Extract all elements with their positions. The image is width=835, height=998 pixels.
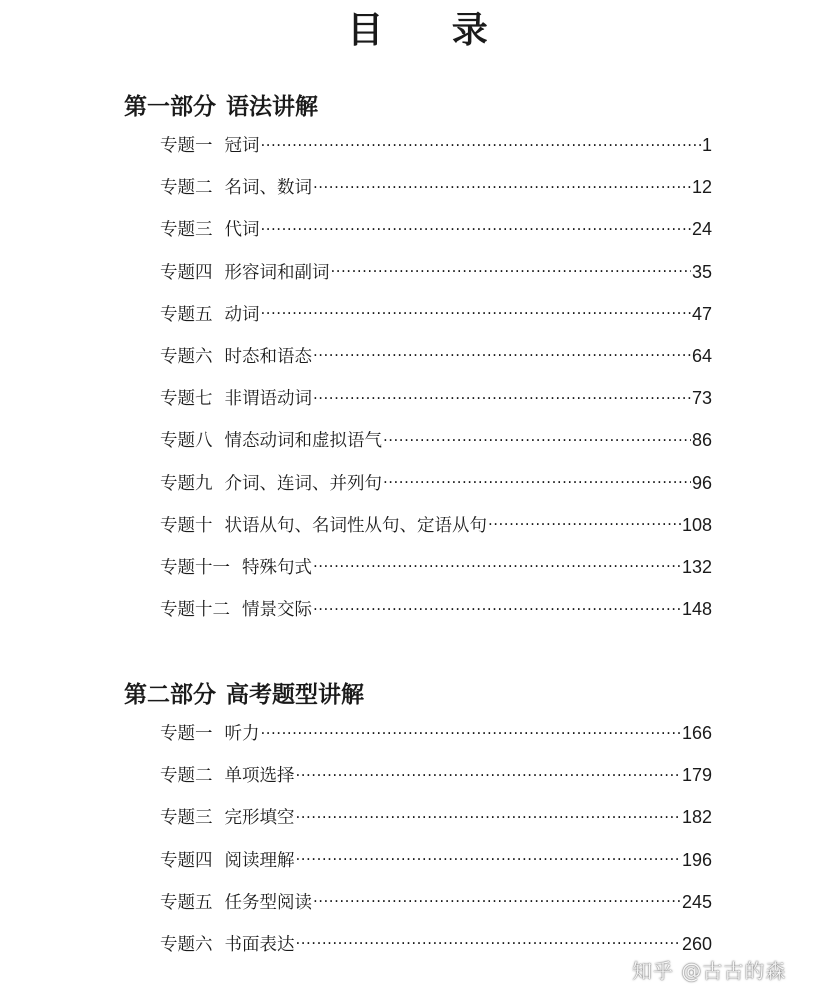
toc-entry-number: 专题五 — [160, 892, 213, 913]
toc-entry-title: 阅读理解 — [224, 850, 295, 871]
toc-entry-title: 代词 — [224, 220, 260, 241]
toc-entry[interactable] — [160, 257, 712, 299]
toc-entry-page: 132 — [681, 556, 712, 577]
toc-entry-number: 专题二 — [160, 766, 213, 787]
toc-entry-page: 108 — [681, 514, 712, 535]
toc-entry-number: 专题十一 — [160, 557, 230, 578]
dot-leader — [261, 214, 691, 235]
toc-entry-title: 介词、连词、并列句 — [224, 473, 382, 494]
toc-entry[interactable] — [160, 468, 712, 510]
toc-entry-title: 单项选择 — [224, 766, 295, 787]
dot-leader — [261, 718, 681, 739]
toc-entry-number: 专题五 — [160, 304, 213, 325]
dot-leader — [383, 468, 691, 489]
toc-entry-number: 专题六 — [160, 346, 213, 367]
part-title: 高考题型讲解 — [226, 682, 364, 708]
toc-entry-number: 专题三 — [160, 808, 213, 829]
dot-leader — [313, 341, 691, 362]
toc-entry-title: 时态和语态 — [224, 346, 312, 367]
dot-leader — [488, 510, 681, 531]
toc-entry-number: 专题八 — [160, 431, 213, 452]
toc-list-part-2 — [160, 718, 712, 971]
toc-entry-number: 专题四 — [160, 262, 213, 283]
dot-leader — [296, 929, 681, 950]
toc-entry-number: 专题四 — [160, 850, 213, 871]
toc-entry-number: 专题十二 — [160, 600, 230, 621]
toc-entry[interactable] — [160, 760, 712, 802]
toc-entry-number: 专题一 — [160, 724, 213, 744]
toc-entry[interactable] — [160, 130, 712, 172]
part-number: 第二部分 — [124, 682, 216, 708]
dot-leader — [296, 845, 681, 866]
toc-entry-number: 专题一 — [160, 136, 213, 156]
toc-entry[interactable] — [160, 383, 712, 425]
toc-list-part-1 — [160, 130, 712, 636]
toc-entry[interactable] — [160, 299, 712, 341]
dot-leader — [313, 552, 681, 573]
part-heading-1 — [124, 91, 318, 123]
toc-entry-title: 完形填空 — [224, 808, 295, 829]
toc-entry-title: 非谓语动词 — [224, 389, 312, 410]
toc-entry[interactable] — [160, 510, 712, 552]
toc-entry-page: 73 — [691, 388, 712, 409]
dot-leader — [313, 594, 681, 615]
toc-entry-title: 任务型阅读 — [224, 892, 312, 913]
part-heading-2 — [124, 679, 364, 711]
dot-leader — [383, 425, 691, 446]
toc-entry-number: 专题三 — [160, 220, 213, 241]
dot-leader — [296, 802, 681, 823]
toc-entry[interactable] — [160, 845, 712, 887]
toc-entry-page: 96 — [691, 472, 712, 493]
dot-leader — [313, 383, 691, 404]
toc-entry[interactable] — [160, 341, 712, 383]
dot-leader — [313, 887, 681, 908]
toc-entry-page: 12 — [691, 177, 712, 198]
dot-leader — [261, 130, 701, 151]
dot-leader — [331, 257, 691, 278]
toc-entry-title: 特殊句式 — [242, 557, 312, 578]
watermark: 知乎 @古古的森 — [632, 959, 787, 983]
toc-entry-page: 86 — [691, 430, 712, 451]
toc-entry-title: 情景交际 — [242, 600, 312, 621]
toc-entry[interactable] — [160, 552, 712, 594]
toc-entry-title: 冠词 — [224, 136, 260, 156]
toc-entry-number: 专题六 — [160, 934, 213, 955]
toc-entry-page: 35 — [691, 261, 712, 282]
toc-entry-title: 动词 — [224, 304, 260, 325]
toc-entry-page: 166 — [681, 723, 712, 743]
dot-leader — [261, 299, 691, 320]
toc-entry-page: 148 — [681, 599, 712, 620]
part-number: 第一部分 — [124, 94, 216, 120]
toc-entry-page: 1 — [701, 135, 712, 155]
toc-entry-page: 245 — [681, 891, 712, 912]
toc-entry-page: 182 — [681, 807, 712, 828]
toc-entry-number: 专题九 — [160, 473, 213, 494]
toc-entry-page: 47 — [691, 303, 712, 324]
toc-entry-title: 情态动词和虚拟语气 — [224, 431, 382, 452]
toc-entry-title: 形容词和副词 — [224, 262, 330, 283]
toc-entry-page: 24 — [691, 219, 712, 240]
toc-entry-number: 专题十 — [160, 515, 213, 536]
toc-entry-title: 听力 — [224, 724, 260, 744]
toc-entry[interactable] — [160, 425, 712, 467]
toc-entry-title: 名词、数词 — [224, 178, 312, 199]
toc-entry-number: 专题二 — [160, 178, 213, 199]
toc-entry-title: 状语从句、名词性从句、定语从句 — [224, 515, 487, 536]
toc-entry[interactable] — [160, 718, 712, 760]
toc-entry[interactable] — [160, 802, 712, 844]
toc-entry-page: 179 — [681, 765, 712, 786]
toc-entry[interactable] — [160, 887, 712, 929]
toc-entry[interactable] — [160, 172, 712, 214]
toc-entry-page: 64 — [691, 345, 712, 366]
toc-entry[interactable] — [160, 929, 712, 971]
dot-leader — [296, 760, 681, 781]
toc-entry-page: 260 — [681, 933, 712, 954]
dot-leader — [313, 172, 691, 193]
toc-entry[interactable] — [160, 214, 712, 256]
toc-entry-title: 书面表达 — [224, 934, 295, 955]
toc-entry[interactable] — [160, 594, 712, 636]
part-title: 语法讲解 — [226, 94, 318, 120]
toc-entry-page: 196 — [681, 849, 712, 870]
toc-entry-number: 专题七 — [160, 389, 213, 410]
page-title: 目 录 — [347, 10, 516, 51]
